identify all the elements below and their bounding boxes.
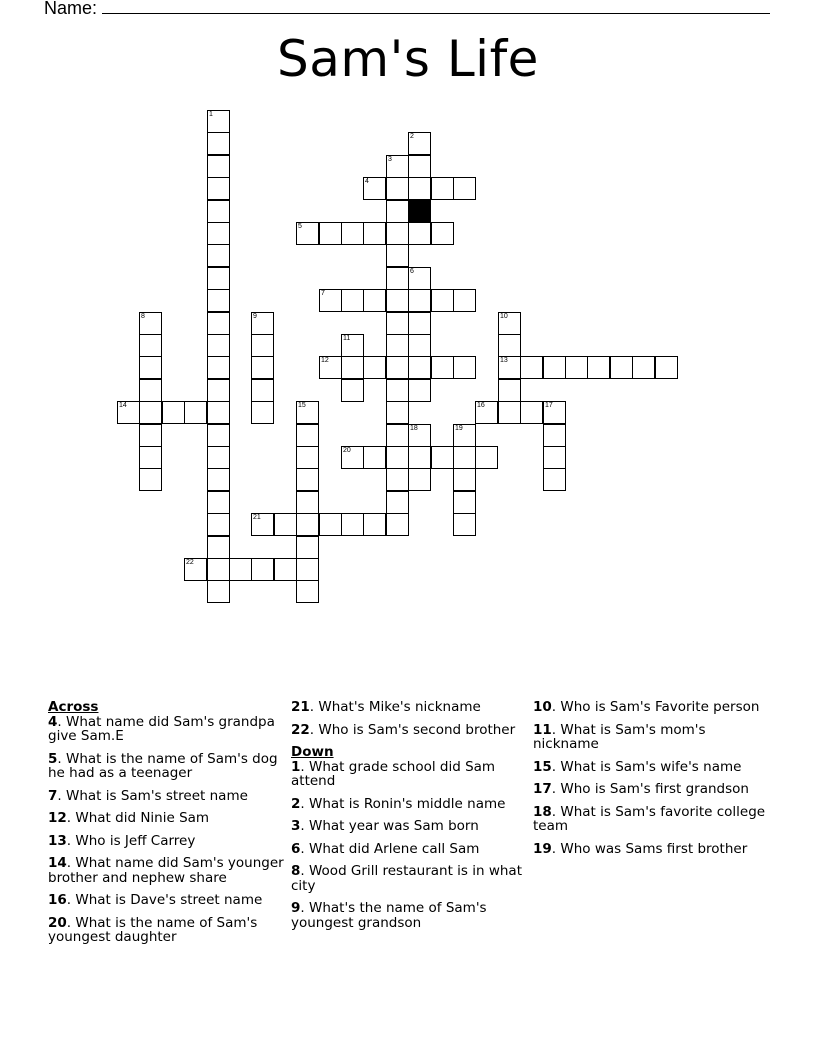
- grid-cell[interactable]: [341, 289, 364, 312]
- across-clue-list: [48, 715, 288, 945]
- clue-item: [48, 856, 288, 885]
- grid-cell[interactable]: [408, 424, 431, 447]
- clue-number: 14: [48, 855, 67, 871]
- grid-cell[interactable]: [453, 491, 476, 514]
- grid-cell[interactable]: [386, 155, 409, 178]
- grid-cell[interactable]: [498, 356, 521, 379]
- grid-cell[interactable]: [139, 356, 162, 379]
- grid-cell[interactable]: [363, 356, 386, 379]
- grid-cell[interactable]: [207, 468, 230, 491]
- grid-cell[interactable]: [408, 446, 431, 469]
- grid-cell[interactable]: [207, 222, 230, 245]
- clue-text: . Who is Sam's first grandson: [551, 781, 749, 797]
- clue-number: 21: [291, 699, 310, 715]
- grid-cell[interactable]: [386, 289, 409, 312]
- grid-cell[interactable]: [543, 356, 566, 379]
- grid-cell[interactable]: [274, 558, 297, 581]
- grid-cell[interactable]: [341, 356, 364, 379]
- clues-column-2: [291, 700, 531, 938]
- grid-cell[interactable]: [319, 513, 342, 536]
- clue-number: 1: [291, 758, 301, 775]
- grid-cell[interactable]: [341, 513, 364, 536]
- clue-text: . What is Sam's favorite college team: [533, 803, 766, 834]
- clue-text: . What's Mike's nickname: [309, 699, 481, 715]
- grid-cell[interactable]: [207, 446, 230, 469]
- clue-text: . What is the name of Sam's dog he had as a teenager: [48, 750, 278, 781]
- grid-cell[interactable]: [431, 177, 454, 200]
- grid-cell[interactable]: [251, 379, 274, 402]
- grid-cell[interactable]: [341, 446, 364, 469]
- grid-cell[interactable]: [274, 513, 297, 536]
- clue-number: 17: [533, 781, 552, 797]
- grid-cell[interactable]: [453, 177, 476, 200]
- clue-number: 15: [533, 758, 552, 775]
- grid-cell[interactable]: [207, 491, 230, 514]
- grid-cell[interactable]: [453, 424, 476, 447]
- clue-number-label: 10: [500, 313, 508, 320]
- grid-cell[interactable]: [251, 356, 274, 379]
- clue-item: [48, 752, 288, 781]
- grid-cell[interactable]: [251, 558, 274, 581]
- grid-cell[interactable]: [207, 424, 230, 447]
- grid-cell[interactable]: [453, 513, 476, 536]
- clue-number: 6: [291, 840, 301, 857]
- clue-number: 2: [291, 795, 301, 812]
- clue-number-label: 20: [343, 447, 351, 454]
- grid-cell[interactable]: [363, 513, 386, 536]
- grid-cell[interactable]: [117, 401, 140, 424]
- grid-cell[interactable]: [229, 558, 252, 581]
- grid-cell[interactable]: [207, 379, 230, 402]
- clue-number-label: 3: [388, 156, 392, 163]
- grid-cell[interactable]: [363, 446, 386, 469]
- clue-item: [291, 700, 531, 715]
- clue-number: 18: [533, 803, 552, 820]
- clue-number-label: 16: [477, 402, 485, 409]
- clue-number-label: 7: [321, 290, 325, 297]
- clue-number-label: 5: [298, 223, 302, 230]
- grid-cell[interactable]: [162, 401, 185, 424]
- grid-cell[interactable]: [386, 468, 409, 491]
- down-clue-list: [291, 760, 531, 931]
- grid-cell[interactable]: [139, 446, 162, 469]
- grid-cell[interactable]: [453, 468, 476, 491]
- grid-cell[interactable]: [453, 356, 476, 379]
- grid-cell[interactable]: [363, 289, 386, 312]
- clue-number-label: 17: [545, 402, 553, 409]
- grid-cell[interactable]: [207, 580, 230, 603]
- grid-cell[interactable]: [319, 356, 342, 379]
- grid-cell[interactable]: [386, 379, 409, 402]
- down-clue-list-continued: [533, 700, 773, 856]
- clue-number-label: 11: [343, 335, 351, 342]
- grid-cell[interactable]: [386, 491, 409, 514]
- clue-number: 8: [291, 863, 301, 879]
- clue-item: [48, 834, 288, 849]
- clue-number-label: 14: [119, 402, 127, 409]
- clue-number: 7: [48, 787, 58, 804]
- grid-cell[interactable]: [543, 401, 566, 424]
- grid-cell[interactable]: [408, 222, 431, 245]
- grid-cell[interactable]: [319, 289, 342, 312]
- grid-cell[interactable]: [386, 446, 409, 469]
- clue-item: [291, 819, 531, 834]
- grid-cell[interactable]: [341, 379, 364, 402]
- grid-cell[interactable]: [498, 312, 521, 335]
- clue-number-label: 19: [455, 425, 463, 432]
- grid-cell[interactable]: [341, 334, 364, 357]
- clue-number-label: 8: [141, 313, 145, 320]
- grid-cell[interactable]: [408, 155, 431, 178]
- grid-cell[interactable]: [207, 558, 230, 581]
- clue-text: . Who is Sam's Favorite person: [551, 699, 760, 715]
- grid-cell[interactable]: [386, 222, 409, 245]
- grid-cell[interactable]: [184, 558, 207, 581]
- grid-cell[interactable]: [475, 401, 498, 424]
- grid-cell[interactable]: [408, 289, 431, 312]
- grid-cell[interactable]: [543, 424, 566, 447]
- clue-item: [291, 723, 531, 738]
- clue-number: 19: [533, 840, 552, 857]
- clue-item: [533, 723, 773, 752]
- grid-cell[interactable]: [139, 334, 162, 357]
- grid-cell[interactable]: [408, 379, 431, 402]
- grid-cell[interactable]: [431, 446, 454, 469]
- grid-cell[interactable]: [207, 513, 230, 536]
- across-clue-list-continued: [291, 700, 531, 737]
- grid-cell[interactable]: [520, 356, 543, 379]
- grid-cell[interactable]: [498, 401, 521, 424]
- clue-text: . What year was Sam born: [300, 818, 479, 834]
- grid-cell[interactable]: [587, 356, 610, 379]
- grid-cell[interactable]: [386, 513, 409, 536]
- grid-cell[interactable]: [296, 222, 319, 245]
- clue-item: [533, 760, 773, 775]
- grid-cell[interactable]: [453, 289, 476, 312]
- grid-cell[interactable]: [475, 446, 498, 469]
- clue-text: . What name did Sam's grandpa give Sam.E: [48, 713, 275, 744]
- clue-text: . What is Sam's mom's nickname: [533, 721, 706, 752]
- name-label: Name:: [44, 0, 98, 18]
- grid-cell[interactable]: [386, 356, 409, 379]
- black-cell: [408, 200, 431, 223]
- clue-text: . Who is Jeff Carrey: [66, 832, 196, 849]
- clue-item: [291, 797, 531, 812]
- clue-number-label: 22: [186, 559, 194, 566]
- grid-cell[interactable]: [453, 446, 476, 469]
- grid-cell[interactable]: [251, 312, 274, 335]
- grid-cell[interactable]: [207, 267, 230, 290]
- clue-number: 4: [48, 713, 58, 730]
- clue-item: [533, 842, 773, 857]
- clue-number: 5: [48, 750, 58, 767]
- clue-number-label: 2: [410, 133, 414, 140]
- grid-cell[interactable]: [207, 155, 230, 178]
- grid-cell[interactable]: [296, 401, 319, 424]
- clue-number: 12: [48, 810, 67, 826]
- grid-cell[interactable]: [408, 132, 431, 155]
- grid-cell[interactable]: [431, 356, 454, 379]
- clue-number: 10: [533, 699, 552, 715]
- grid-cell[interactable]: [408, 267, 431, 290]
- grid-cell[interactable]: [184, 401, 207, 424]
- grid-cell[interactable]: [139, 424, 162, 447]
- clue-item: [533, 782, 773, 797]
- grid-cell[interactable]: [296, 446, 319, 469]
- grid-cell[interactable]: [386, 424, 409, 447]
- clue-number-label: 9: [253, 313, 257, 320]
- grid-cell[interactable]: [386, 177, 409, 200]
- clue-text: . Who is Sam's second brother: [309, 721, 516, 738]
- clue-text: . What is Sam's wife's name: [551, 758, 742, 775]
- grid-cell[interactable]: [386, 312, 409, 335]
- grid-cell[interactable]: [386, 401, 409, 424]
- grid-cell[interactable]: [251, 513, 274, 536]
- grid-cell[interactable]: [431, 289, 454, 312]
- clue-item: [291, 760, 531, 789]
- grid-cell[interactable]: [296, 536, 319, 559]
- down-heading: Down: [291, 744, 334, 760]
- grid-cell[interactable]: [655, 356, 678, 379]
- grid-cell[interactable]: [139, 379, 162, 402]
- clue-number: 3: [291, 818, 301, 834]
- grid-cell[interactable]: [139, 468, 162, 491]
- clue-text: . What is Dave's street name: [66, 892, 263, 908]
- grid-cell[interactable]: [207, 536, 230, 559]
- grid-cell[interactable]: [296, 491, 319, 514]
- clue-item: [48, 893, 288, 908]
- across-heading: Across: [48, 699, 99, 715]
- grid-cell[interactable]: [207, 132, 230, 155]
- grid-cell[interactable]: [520, 401, 543, 424]
- grid-cell[interactable]: [543, 446, 566, 469]
- grid-cell[interactable]: [610, 356, 633, 379]
- grid-cell[interactable]: [296, 580, 319, 603]
- clue-text: . What did Arlene call Sam: [300, 840, 480, 857]
- grid-cell[interactable]: [408, 334, 431, 357]
- grid-cell[interactable]: [207, 312, 230, 335]
- clue-item: [48, 789, 288, 804]
- grid-cell[interactable]: [296, 424, 319, 447]
- grid-cell[interactable]: [632, 356, 655, 379]
- grid-cell[interactable]: [408, 468, 431, 491]
- grid-cell[interactable]: [296, 558, 319, 581]
- grid-cell[interactable]: [498, 379, 521, 402]
- clue-text: . What grade school did Sam attend: [291, 758, 496, 789]
- grid-cell[interactable]: [386, 244, 409, 267]
- clue-number-label: 21: [253, 514, 261, 521]
- grid-cell[interactable]: [319, 222, 342, 245]
- clue-item: [48, 916, 288, 945]
- clues-column-1: [48, 700, 288, 953]
- clue-item: [48, 811, 288, 826]
- grid-cell[interactable]: [386, 334, 409, 357]
- clue-number-label: 13: [500, 357, 508, 364]
- grid-cell[interactable]: [207, 401, 230, 424]
- grid-cell[interactable]: [341, 222, 364, 245]
- clue-number: 9: [291, 900, 301, 916]
- clue-text: . What is the name of Sam's youngest daughter: [48, 914, 258, 945]
- grid-cell[interactable]: [543, 468, 566, 491]
- grid-cell[interactable]: [139, 312, 162, 335]
- clue-item: [533, 805, 773, 834]
- grid-cell[interactable]: [207, 177, 230, 200]
- grid-cell[interactable]: [498, 334, 521, 357]
- grid-cell[interactable]: [207, 244, 230, 267]
- grid-cell[interactable]: [207, 200, 230, 223]
- clue-number-label: 12: [321, 357, 329, 364]
- grid-cell[interactable]: [207, 110, 230, 133]
- grid-cell[interactable]: [296, 468, 319, 491]
- puzzle-title: Sam's Life: [277, 30, 539, 88]
- clue-item: [291, 864, 531, 893]
- clue-number-label: 6: [410, 268, 414, 275]
- grid-cell[interactable]: [386, 200, 409, 223]
- clue-number: 20: [48, 914, 67, 931]
- grid-cell[interactable]: [251, 334, 274, 357]
- clue-text: . Who was Sams first brother: [551, 840, 748, 857]
- clue-text: . Wood Grill restaurant is in what city: [291, 863, 522, 894]
- clue-item: [533, 700, 773, 715]
- clue-number-label: 1: [209, 111, 213, 118]
- grid-cell[interactable]: [207, 334, 230, 357]
- clue-item: [48, 715, 288, 744]
- clue-number: 11: [533, 721, 552, 738]
- grid-cell[interactable]: [431, 222, 454, 245]
- clue-text: . What is Ronin's middle name: [300, 795, 506, 812]
- grid-cell[interactable]: [386, 267, 409, 290]
- grid-cell[interactable]: [296, 513, 319, 536]
- grid-cell[interactable]: [408, 356, 431, 379]
- grid-cell[interactable]: [565, 356, 588, 379]
- grid-cell[interactable]: [408, 312, 431, 335]
- grid-cell[interactable]: [207, 289, 230, 312]
- clue-number: 13: [48, 832, 67, 849]
- grid-cell[interactable]: [363, 222, 386, 245]
- clue-number: 22: [291, 721, 310, 738]
- clue-number-label: 4: [365, 178, 369, 185]
- clue-number: 16: [48, 892, 67, 908]
- clue-item: [291, 842, 531, 857]
- clue-text: . What is Sam's street name: [57, 787, 248, 804]
- grid-cell[interactable]: [139, 401, 162, 424]
- clue-text: . What did Ninie Sam: [66, 810, 210, 826]
- grid-cell[interactable]: [408, 177, 431, 200]
- clue-number-label: 18: [410, 425, 418, 432]
- grid-cell[interactable]: [363, 177, 386, 200]
- grid-cell[interactable]: [207, 356, 230, 379]
- clue-text: . What's the name of Sam's youngest grandson: [291, 900, 487, 931]
- clues-column-3: [533, 700, 773, 864]
- clue-number-label: 15: [298, 402, 306, 409]
- clue-item: [291, 901, 531, 930]
- clue-text: . What name did Sam's younger brother and nephew share: [48, 855, 284, 886]
- grid-cell[interactable]: [251, 401, 274, 424]
